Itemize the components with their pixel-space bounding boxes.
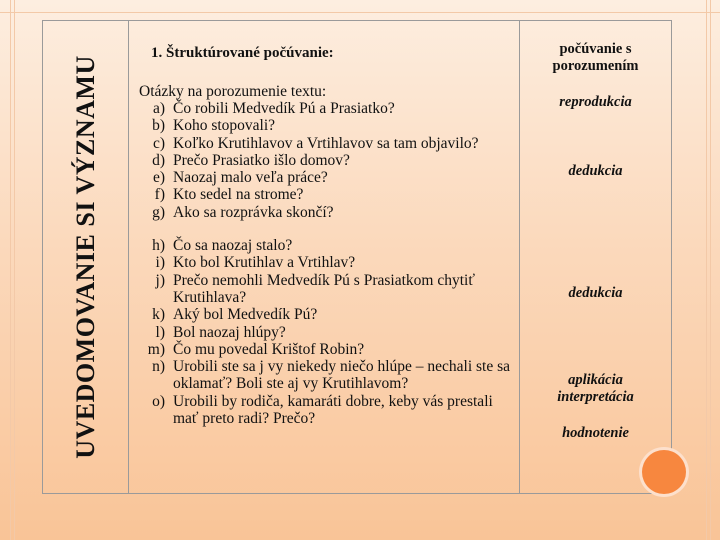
question-item bbox=[139, 169, 514, 186]
question-letter: c) bbox=[152, 134, 165, 152]
question-text: Prečo Prasiatko išlo domov? bbox=[173, 151, 350, 169]
question-list bbox=[139, 100, 514, 427]
question-letter: o) bbox=[152, 392, 165, 410]
question-letter: n) bbox=[152, 358, 165, 376]
question-letter: k) bbox=[152, 306, 165, 324]
questions-intro: Otázky na porozumenie textu: bbox=[139, 83, 327, 100]
question-item bbox=[139, 117, 514, 134]
question-letter: h) bbox=[152, 237, 165, 255]
question-text: Prečo nemohli Medvedík Pú s Prasiatkom chytiť Krutihlava? bbox=[173, 271, 475, 306]
question-group-gap bbox=[139, 221, 514, 237]
question-text: Čo sa naozaj stalo? bbox=[173, 237, 293, 255]
question-text: Naozaj malo veľa práce? bbox=[173, 169, 328, 187]
question-item bbox=[139, 152, 514, 169]
question-letter: d) bbox=[152, 151, 165, 169]
question-text: Čo mu povedal Krištof Robin? bbox=[173, 340, 365, 358]
level-reprodukcia: reprodukcia bbox=[559, 94, 632, 110]
question-letter: l) bbox=[155, 323, 165, 341]
section-heading: 1. Štruktúrované počúvanie: bbox=[151, 45, 334, 61]
level-dedukcia-2: dedukcia bbox=[568, 285, 623, 301]
question-group-2 bbox=[139, 237, 514, 427]
question-text: Koľko Krutihlavov a Vrtihlavov sa tam objavilo? bbox=[173, 134, 479, 152]
question-item bbox=[139, 135, 514, 152]
level-dedukcia-1: dedukcia bbox=[568, 163, 623, 179]
question-letter: m) bbox=[147, 340, 165, 358]
vertical-title: UVEDOMOVANIE SI VÝZNAMU bbox=[70, 55, 100, 459]
question-text: Kto bol Krutihlav a Vrtihlav? bbox=[173, 254, 356, 272]
frame-line-left bbox=[10, 0, 11, 540]
question-item bbox=[139, 237, 514, 254]
question-item bbox=[139, 186, 514, 203]
question-letter: j) bbox=[155, 271, 165, 289]
question-item bbox=[139, 358, 514, 393]
question-item bbox=[139, 306, 514, 323]
question-text: Ako sa rozprávka skončí? bbox=[173, 203, 334, 221]
frame-line-right bbox=[710, 0, 711, 540]
question-text: Kto sedel na strome? bbox=[173, 186, 304, 204]
question-group-1 bbox=[139, 100, 514, 221]
level-hodnotenie: hodnotenie bbox=[562, 425, 629, 441]
content-table bbox=[42, 20, 672, 494]
frame-line-left-inner bbox=[14, 0, 15, 540]
question-text: Urobili ste sa j vy niekedy niečo hlúpe – nechali ste sa oklamať? Boli ste aj vy Krutihlavom? bbox=[173, 358, 511, 393]
decorative-orange-circle bbox=[642, 450, 686, 494]
frame-line-top bbox=[0, 12, 720, 13]
level-interpretacia: interpretácia bbox=[557, 389, 634, 405]
question-text: Koho stopovali? bbox=[173, 117, 276, 135]
question-item bbox=[139, 204, 514, 221]
level-aplikacia: aplikácia bbox=[568, 372, 623, 388]
question-text: Čo robili Medvedík Pú a Prasiatko? bbox=[173, 100, 395, 117]
question-letter: g) bbox=[152, 203, 165, 221]
level-heading-line2: porozumením bbox=[552, 58, 639, 74]
question-item bbox=[139, 100, 514, 117]
question-letter: b) bbox=[152, 117, 165, 135]
question-item bbox=[139, 254, 514, 271]
question-letter: e) bbox=[152, 169, 165, 187]
level-heading-line1: počúvanie s bbox=[559, 41, 632, 57]
title-column bbox=[43, 21, 129, 493]
question-item bbox=[139, 272, 514, 307]
question-letter: a) bbox=[152, 100, 165, 117]
question-text: Aký bol Medvedík Pú? bbox=[173, 306, 318, 324]
frame-line-right-inner bbox=[706, 0, 707, 540]
question-letter: f) bbox=[154, 186, 165, 204]
question-item bbox=[139, 393, 514, 428]
question-item bbox=[139, 324, 514, 341]
question-text: Bol naozaj hlúpy? bbox=[173, 323, 286, 341]
question-item bbox=[139, 341, 514, 358]
questions-column bbox=[129, 21, 520, 493]
question-letter: i) bbox=[155, 254, 165, 272]
question-text: Urobili by rodiča, kamaráti dobre, keby vás prestali mať preto radi? Prečo? bbox=[173, 392, 493, 428]
levels-column bbox=[520, 21, 671, 493]
